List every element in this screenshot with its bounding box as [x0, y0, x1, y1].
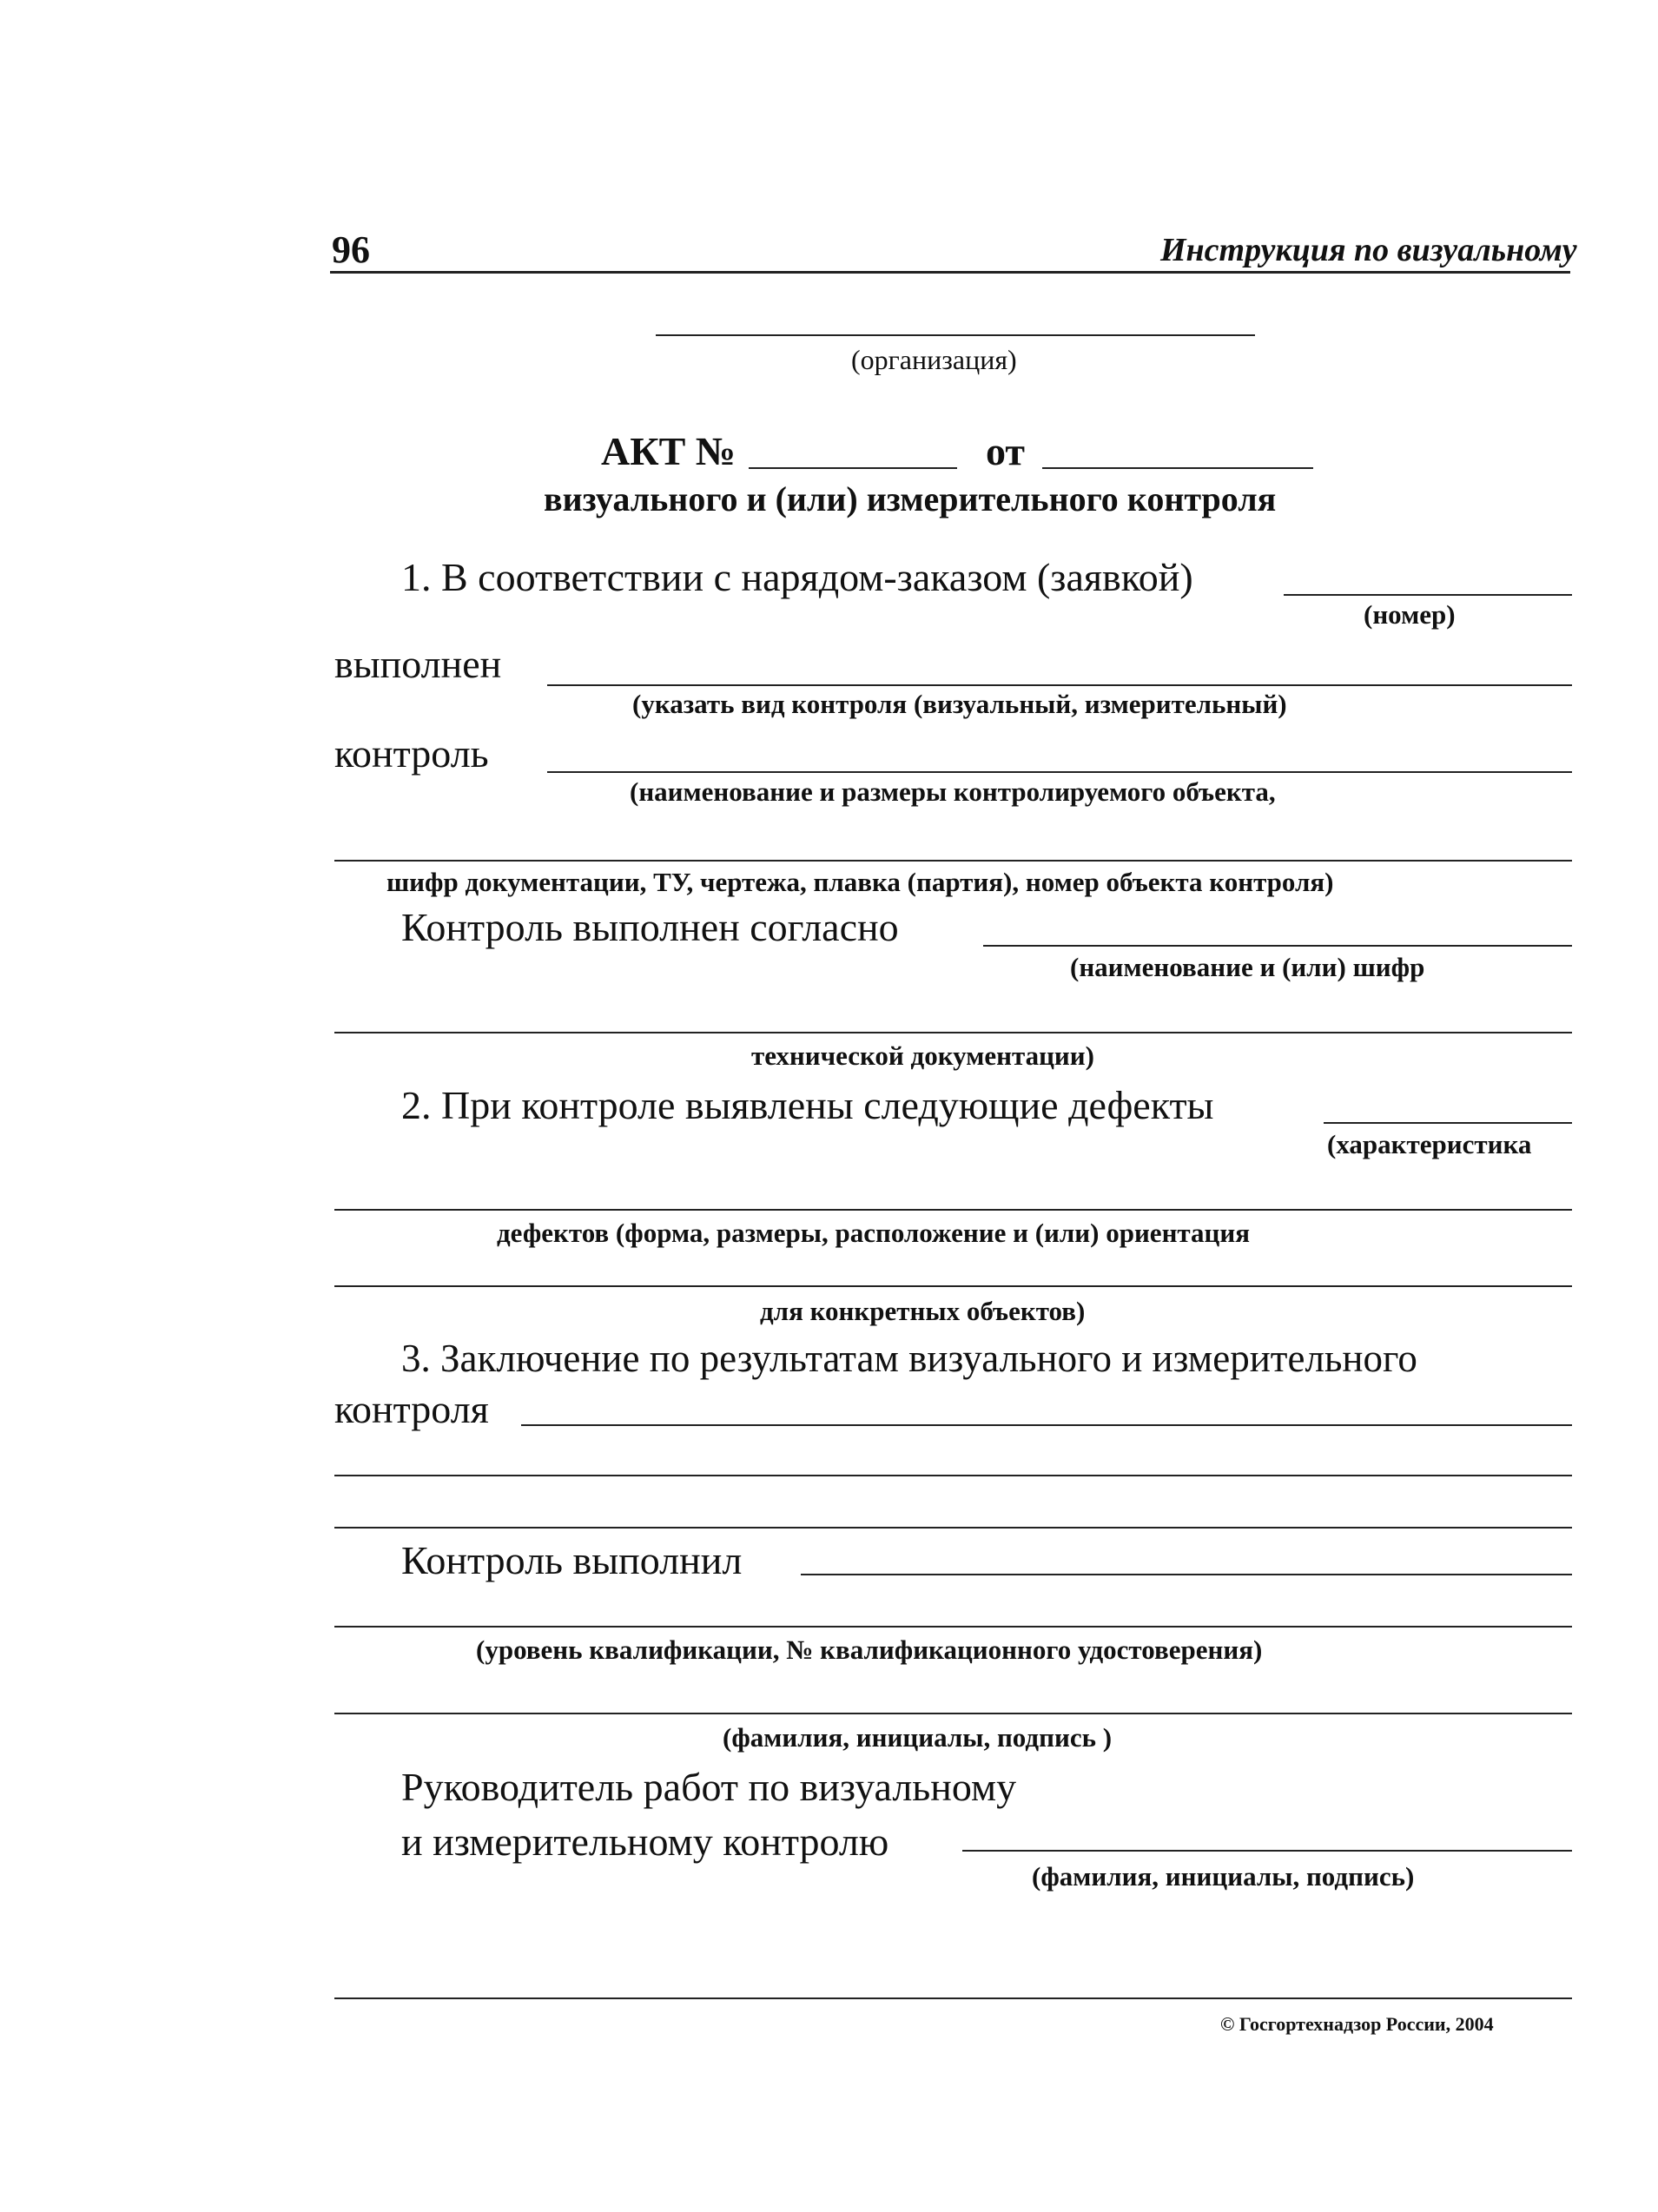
header-rule [330, 271, 1570, 274]
defects-text: 2. При контроле выявлены следующие дефекты [401, 1083, 1214, 1127]
running-title: Инструкция по визуальному [1160, 232, 1577, 268]
performed-by-label: Контроль выполнил [401, 1538, 743, 1582]
docs-field[interactable] [334, 860, 1572, 862]
act-subtitle: визуального и (или) измерительного контроля [544, 479, 1277, 518]
docs-caption: шифр документации, ТУ, чертежа, плавка (партия), номер объекта контроля) [386, 867, 1334, 897]
organization-caption: (организация) [851, 344, 1017, 375]
according-field[interactable] [983, 945, 1572, 947]
name-caption: (фамилия, инициалы, подпись ) [723, 1722, 1113, 1753]
object-caption: (наименование и размеры контролируемого объекта, [630, 776, 1276, 807]
manager-field[interactable] [962, 1850, 1572, 1852]
number-caption: (номер) [1364, 599, 1456, 630]
defects-field[interactable] [1324, 1122, 1572, 1124]
performed-label: выполнен [334, 642, 502, 686]
tech-docs-caption: технической документации) [751, 1040, 1094, 1071]
act-date-field[interactable] [1042, 467, 1313, 469]
conclusion-line-1[interactable] [521, 1424, 1572, 1426]
qualification-caption: (уровень квалификации, № квалификационного удостоверения) [476, 1634, 1263, 1665]
according-text: Контроль выполнен согласно [401, 905, 899, 949]
manager-line-1: Руководитель работ по визуальному [401, 1765, 1017, 1809]
page-number: 96 [332, 228, 370, 271]
conclusion-control-word: контроля [334, 1387, 489, 1431]
defects-line-1[interactable] [334, 1209, 1572, 1211]
tech-docs-field[interactable] [334, 1032, 1572, 1033]
conclusion-line-2[interactable] [334, 1475, 1572, 1476]
manager-caption: (фамилия, инициалы, подпись) [1032, 1861, 1415, 1892]
defects-line-2[interactable] [334, 1285, 1572, 1287]
characteristic-caption: (характеристика [1327, 1129, 1532, 1159]
control-type-caption: (указать вид контроля (визуальный, измерительный) [632, 689, 1287, 719]
act-date-label: от [986, 429, 1025, 473]
copyright: © Госгортехнадзор России, 2004 [1220, 2013, 1494, 2035]
conclusion-text: 3. Заключение по результатам визуального и измерительного [401, 1337, 1417, 1380]
manager-line-2: и измерительному контролю [401, 1819, 889, 1864]
name-field[interactable] [334, 1713, 1572, 1714]
name-cipher-caption: (наименование и (или) шифр [1070, 952, 1425, 982]
control-label: контроль [334, 731, 489, 776]
performed-by-field[interactable] [801, 1574, 1572, 1575]
object-field[interactable] [547, 771, 1572, 773]
order-text: 1. В соответствии с нарядом-заказом (заявкой) [401, 555, 1193, 599]
defects-caption: дефектов (форма, размеры, расположение и (или) ориентация [497, 1218, 1251, 1248]
act-number-field[interactable] [749, 467, 957, 469]
conclusion-line-3[interactable] [334, 1527, 1572, 1529]
order-number-field[interactable] [1284, 594, 1572, 596]
footer-rule [334, 1997, 1572, 1999]
objects-caption: для конкретных объектов) [760, 1296, 1086, 1326]
organization-line [656, 334, 1255, 336]
control-type-field[interactable] [547, 684, 1572, 686]
qualification-field[interactable] [334, 1626, 1572, 1628]
act-number-label: АКТ № [601, 429, 736, 473]
